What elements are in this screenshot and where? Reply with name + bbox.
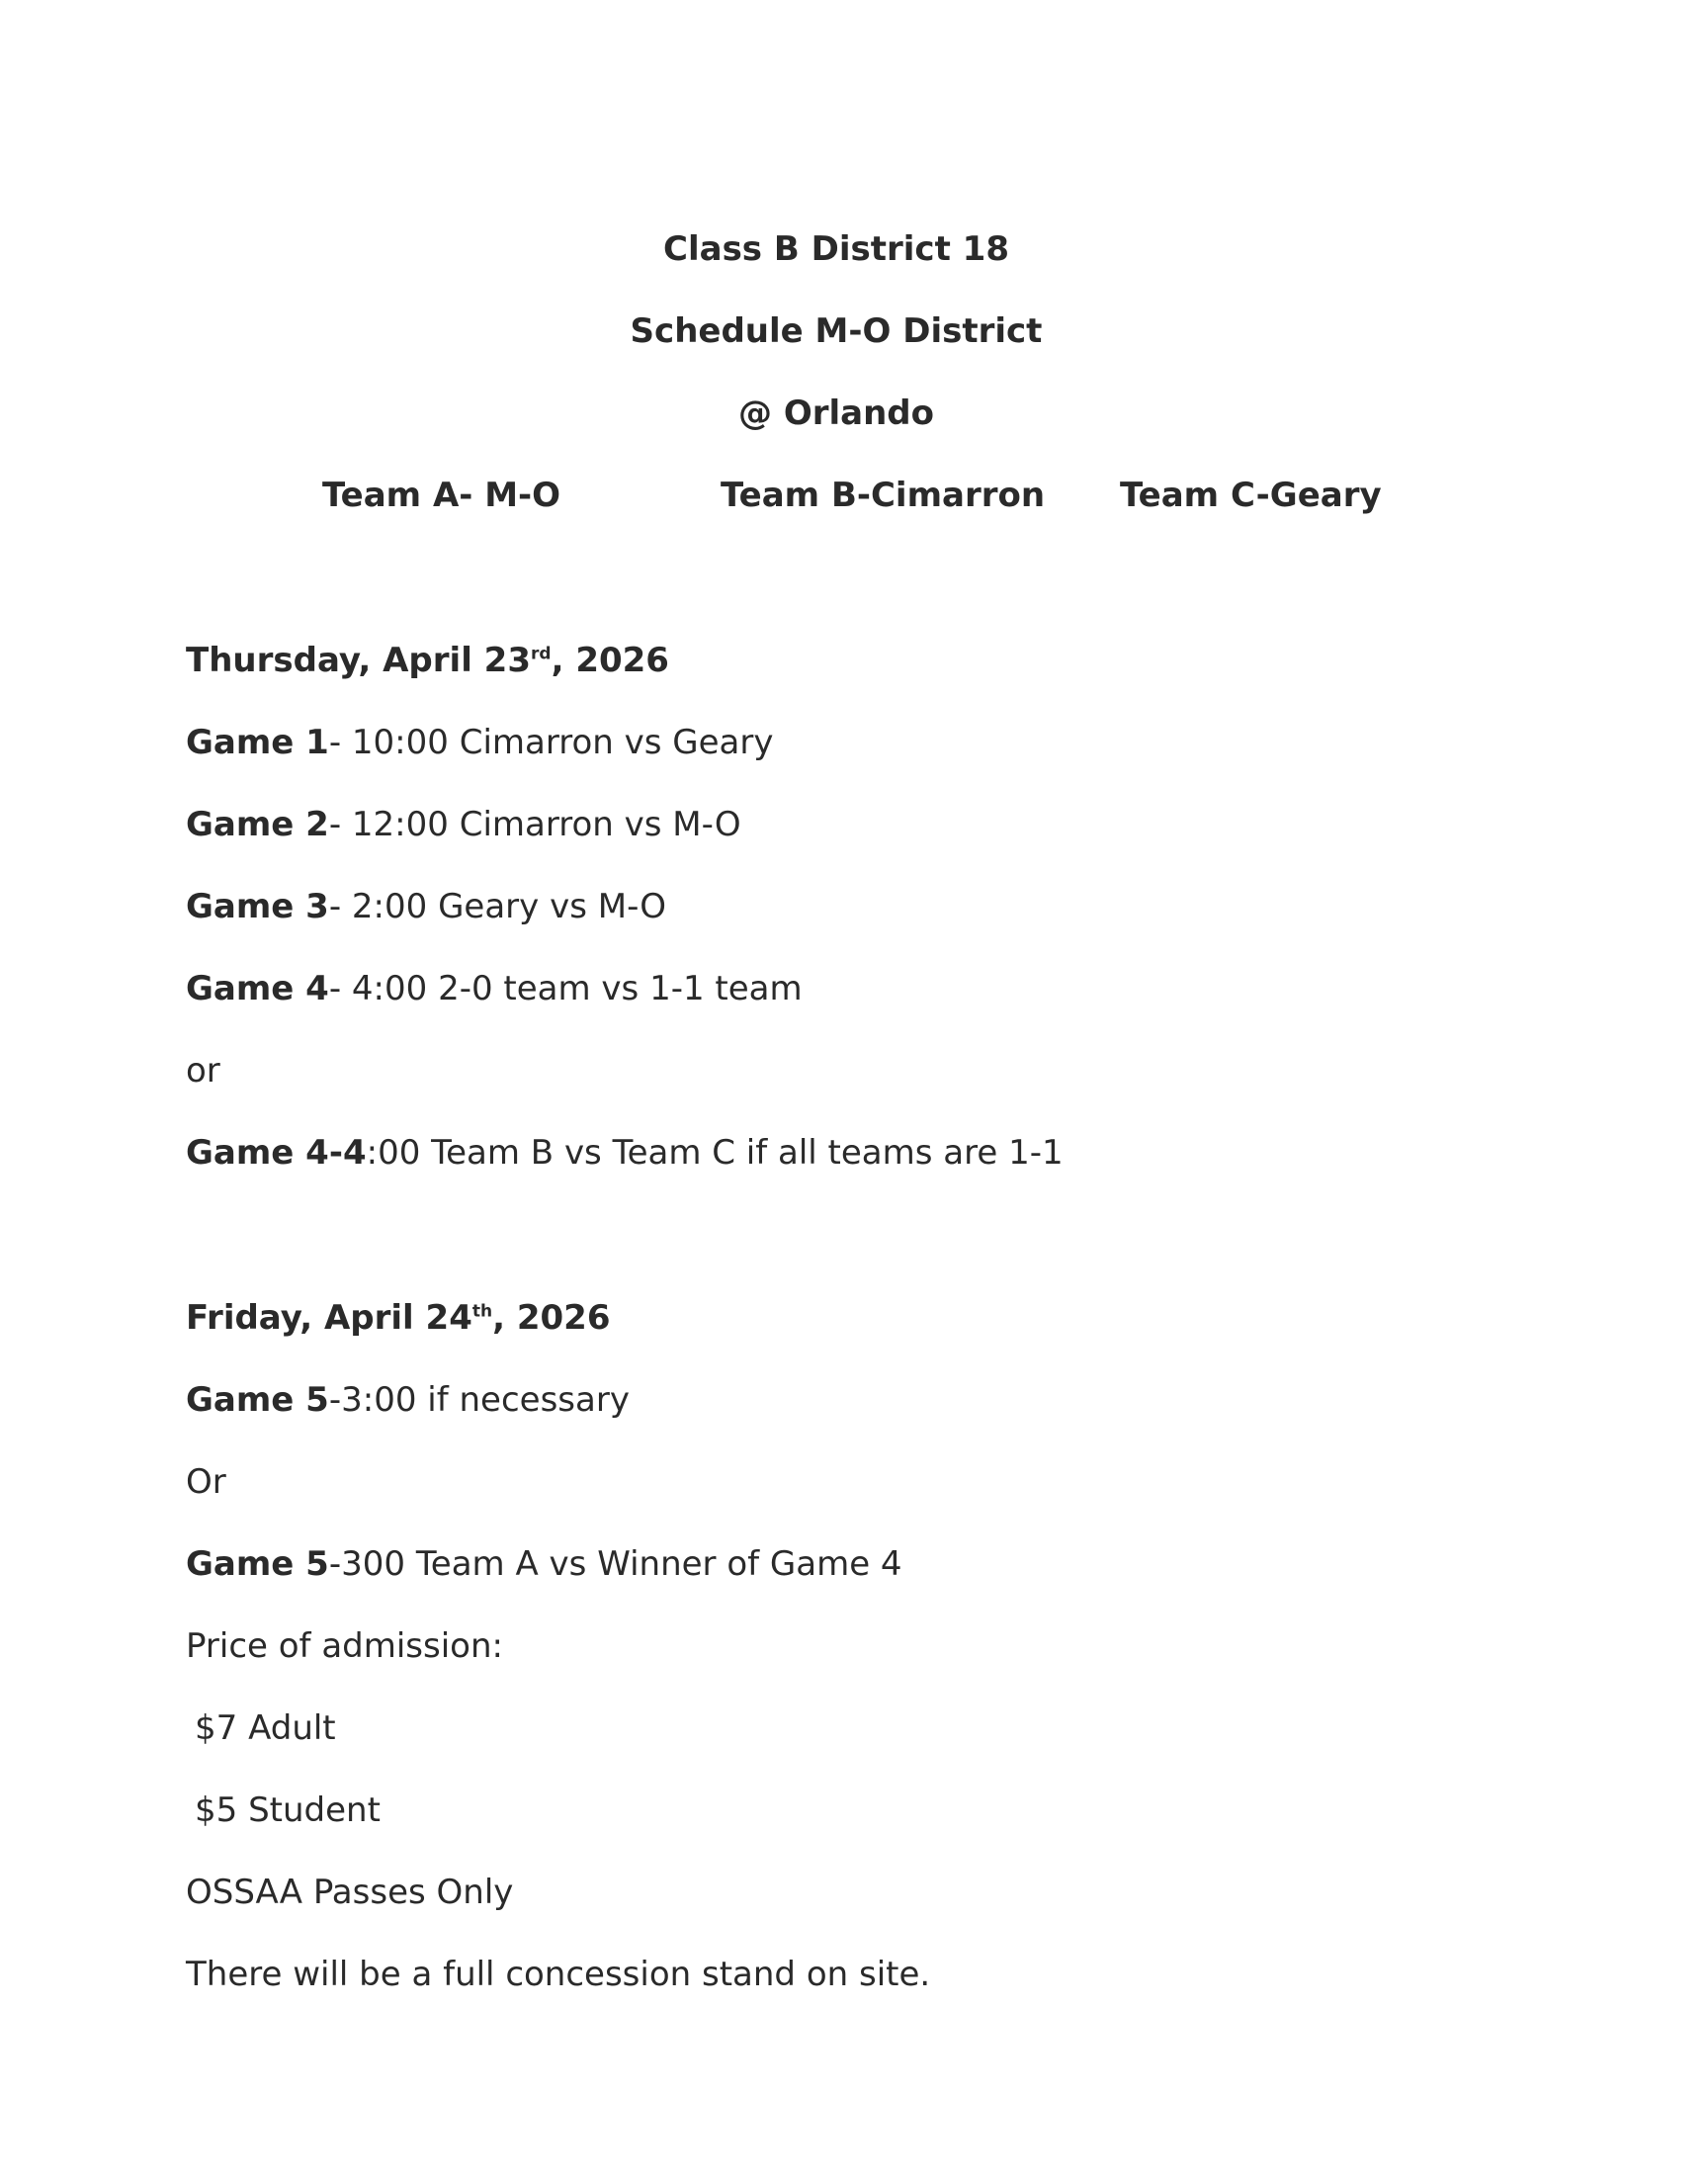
friday-date bbox=[186, 1298, 611, 1338]
team-b: Team B-Cimarron bbox=[721, 476, 1046, 515]
game-5-alt-label: Game 5 bbox=[186, 1544, 329, 1584]
game-4-line bbox=[186, 969, 803, 1008]
game-2-label: Game 2 bbox=[186, 805, 329, 844]
game-1-text: - 10:00 Cimarron vs Geary bbox=[328, 723, 774, 762]
thursday-date-year: , 2026 bbox=[551, 641, 669, 680]
concession-note: There will be a full concession stand on site. bbox=[186, 1955, 931, 1994]
game-5-line bbox=[186, 1380, 630, 1420]
game-1-label: Game 1 bbox=[186, 723, 329, 762]
friday-date-year: , 2026 bbox=[492, 1298, 611, 1338]
game-4-text: - 4:00 2-0 team vs 1-1 team bbox=[328, 969, 803, 1008]
game-5-alt-line bbox=[186, 1544, 902, 1584]
game-1-line bbox=[186, 723, 773, 762]
game-5-alt-text: -300 Team A vs Winner of Game 4 bbox=[328, 1544, 902, 1584]
thursday-date-suffix: rd bbox=[531, 644, 552, 664]
friday-or: Or bbox=[186, 1462, 226, 1502]
game-3-label: Game 3 bbox=[186, 887, 329, 926]
thursday-date-main: Thursday, April 23 bbox=[186, 641, 531, 680]
team-c: Team C-Geary bbox=[1120, 476, 1382, 515]
admission-passes: OSSAA Passes Only bbox=[186, 1873, 514, 1912]
game-4-alt-line bbox=[186, 1133, 1064, 1173]
game-2-text: - 12:00 Cimarron vs M-O bbox=[328, 805, 741, 844]
game-4-label: Game 4 bbox=[186, 969, 329, 1008]
friday-date-suffix: th bbox=[471, 1301, 493, 1322]
game-3-line bbox=[186, 887, 666, 926]
document-subtitle: Schedule M-O District bbox=[630, 311, 1043, 351]
admission-student: $5 Student bbox=[195, 1790, 381, 1830]
thursday-date bbox=[186, 641, 669, 680]
game-2-line bbox=[186, 805, 741, 844]
game-5-text: -3:00 if necessary bbox=[328, 1380, 630, 1420]
thursday-or: or bbox=[186, 1051, 220, 1091]
game-5-label: Game 5 bbox=[186, 1380, 329, 1420]
friday-date-main: Friday, April 24 bbox=[186, 1298, 472, 1338]
game-3-text: - 2:00 Geary vs M-O bbox=[328, 887, 667, 926]
admission-heading: Price of admission: bbox=[186, 1626, 503, 1666]
document-location: @ Orlando bbox=[737, 393, 934, 433]
team-a: Team A- M-O bbox=[322, 476, 561, 515]
game-4-alt-label: Game 4-4 bbox=[186, 1133, 367, 1173]
game-4-alt-text: :00 Team B vs Team C if all teams are 1-1 bbox=[366, 1133, 1064, 1173]
document-title: Class B District 18 bbox=[663, 229, 1009, 269]
admission-adult: $7 Adult bbox=[195, 1708, 336, 1748]
